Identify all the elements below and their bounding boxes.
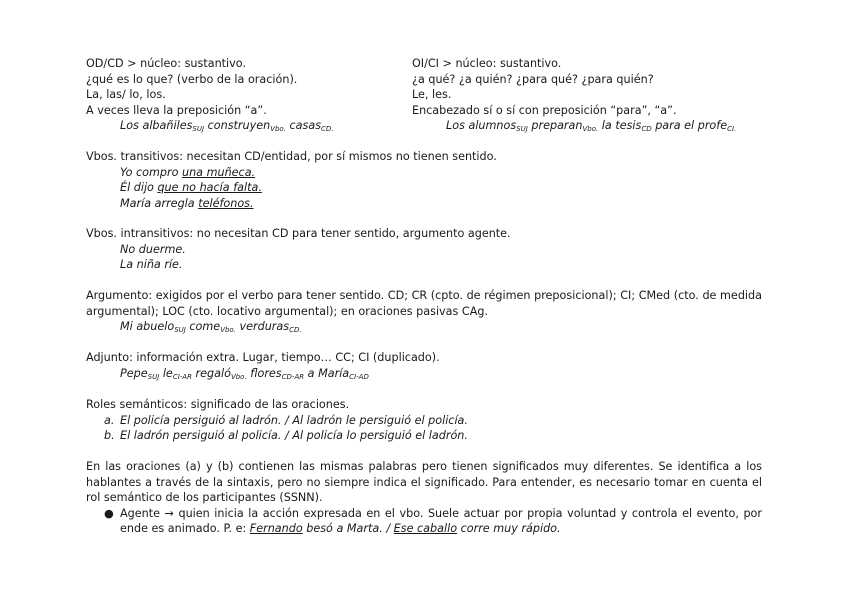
od-heading: OD/CD > núcleo: sustantivo.: [86, 57, 246, 70]
transitive-example-2: Él dijo que no hacía falta.: [120, 181, 262, 194]
transitive-section: [86, 149, 762, 211]
adjunct-heading: Adjunto: información extra. Lugar, tiempo… CC; CI (duplicado).: [86, 351, 440, 364]
oi-pronouns: Le, les.: [412, 88, 452, 101]
od-example: Los albañiles$_{SUJ}$ construyen$_{Vbo.}$ casas$_{CD.}$: [120, 119, 334, 133]
od-question: ¿qué es lo que? (verbo de la oración).: [86, 72, 298, 86]
argument-section: [86, 288, 762, 335]
argument-text: Argumento: exigidos por el verbo para tener sentido. CD; CR (cpto. de régimen preposicional); CI; CMed (cto. de medida argumental); LOC (cto. locativo argumental); en oraciones pasivas CAg.: [86, 289, 762, 318]
semantic-roles-section: [86, 397, 762, 444]
oi-example: Los alumnos$_{SUJ}$ preparan$_{Vbo.}$ la tesis$_{CD}$ para el profe$_{CI.}$: [446, 119, 737, 133]
argument-example: Mi abuelo$_{SUJ}$ come$_{Vbo.}$ verduras$_{CD.}$: [120, 320, 302, 334]
roles-item-b: b. El ladrón persiguió al policía. / Al policía lo persiguió el ladrón.: [104, 429, 468, 442]
oi-preposition-note: Encabezado sí o sí con preposición “para”, “a”.: [412, 103, 677, 117]
adjunct-example: Pepe$_{SUJ}$ $le_{CI-AR}$ regaló$_{Vbo.}$ flores$_{CD-AR}$ a María$_{CI-AD}$: [120, 366, 369, 381]
intransitive-section: [86, 226, 762, 273]
adjunct-section: [86, 350, 762, 381]
od-preposition-note: A veces lleva la preposición “a”.: [86, 103, 267, 117]
od-cd-section: [86, 56, 406, 134]
transitive-example-3: María arregla teléfonos.: [120, 196, 254, 210]
explanation-section: [86, 459, 762, 537]
transitive-heading: Vbos. transitivos: necesitan CD/entidad, por sí mismos no tienen sentido.: [86, 150, 497, 163]
roles-heading: Roles semánticos: significado de las oraciones.: [86, 398, 350, 411]
od-pronouns: La, las/ lo, los.: [86, 88, 166, 101]
oi-question: ¿a qué? ¿a quién? ¿para qué? ¿para quién?: [412, 72, 654, 86]
oi-ci-section: [412, 56, 772, 134]
agent-bullet: ● Agente → quien inicia la acción expresada en el vbo. Suele actuar por propia voluntad y controla el evento, por ende es animado. P. e: Fernando besó a Marta. / Ese caballo corre muy rápido.: [104, 506, 762, 535]
roles-item-a: a. El policía persiguió al ladrón. / Al ladrón le persiguió el policía.: [104, 413, 468, 427]
intransitive-example-2: La niña ríe.: [120, 258, 183, 271]
intransitive-heading: Vbos. intransitivos: no necesitan CD para tener sentido, argumento agente.: [86, 227, 511, 240]
transitive-example-1: Yo compro una muñeca.: [120, 165, 256, 179]
intransitive-example-1: No duerme.: [120, 242, 186, 256]
oi-heading: OI/CI > núcleo: sustantivo.: [412, 57, 562, 70]
explanation-paragraph: En las oraciones (a) y (b) contienen las mismas palabras pero tienen significados muy diferentes. Se identifica a los hablantes a través de la sintaxis, pero no siempre indica el significado. Para entender, es necesario tomar en cuenta el rol semántico de los participantes (SSNN).: [86, 460, 762, 504]
